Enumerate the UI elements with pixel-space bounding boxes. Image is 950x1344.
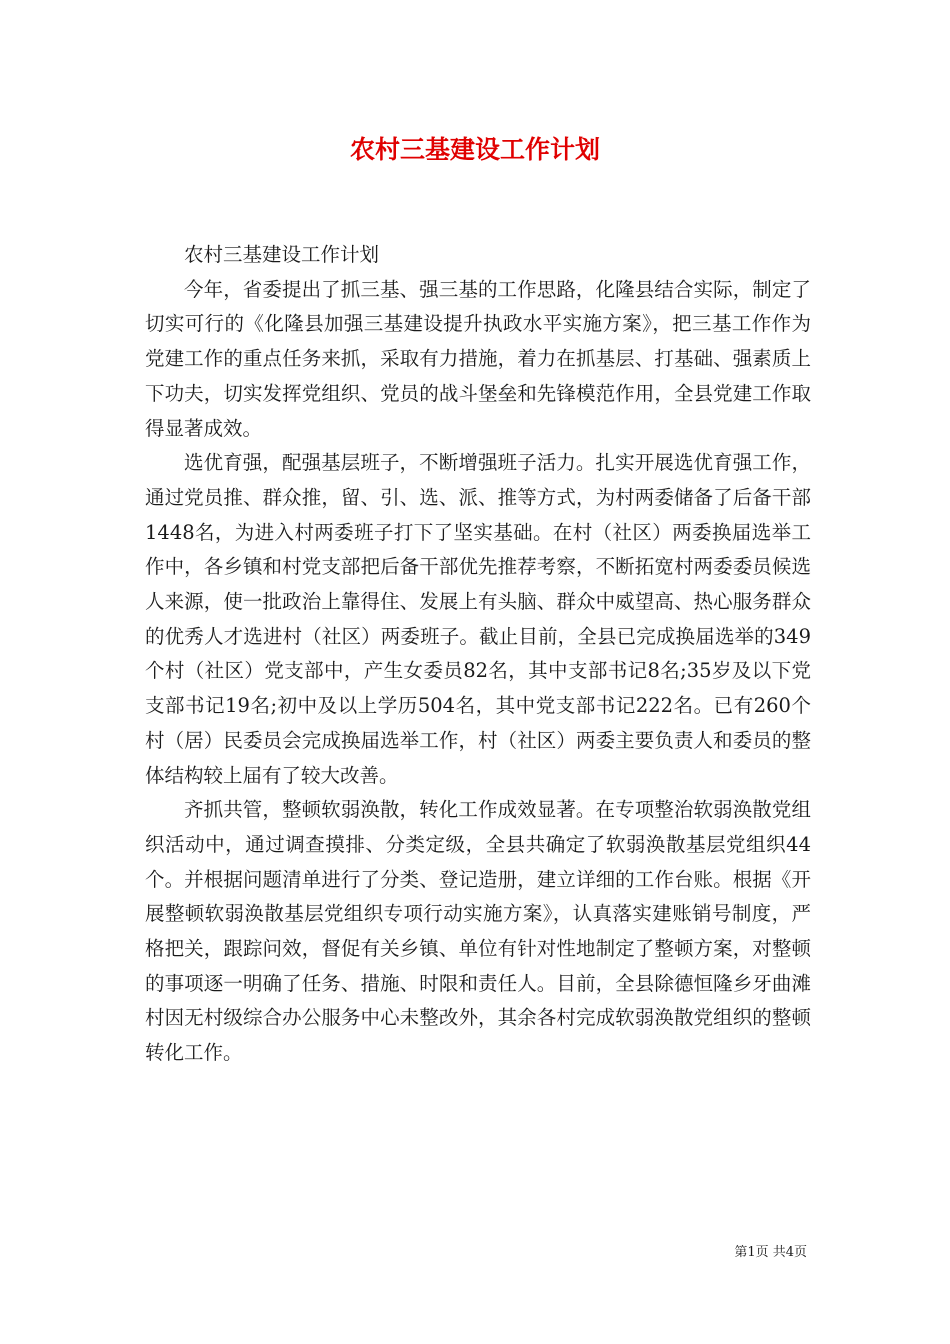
paragraph: 今年，省委提出了抓三基、强三基的工作思路，化隆县结合实际，制定了切实可行的《化隆县加强三基建设提升执政水平实施方案》，把三基工作作为党建工作的重点任务来抓，采取有力措施，着力在抓基层、打基础、强素质上下功夫，切实发挥党组织、党员的战斗堡垒和先锋模范作用，全县党建工作取得显著成效。	[145, 277, 811, 440]
document-title: 农村三基建设工作计划	[349, 135, 600, 164]
page-number-footer: 第1页 共4页	[734, 1245, 807, 1260]
paragraph: 选优育强，配强基层班子，不断增强班子活力。扎实开展选优育强工作，通过党员推、群众推，留、引、选、派、推等方式，为村两委储备了后备干部1448名，为进入村两委班子打下了坚实基础。在村（社区）两委换届选举工作中，各乡镇和村党支部把后备干部优先推荐考察，不断拓宽村两委委员候选人来源，使一批政治上靠得住、发展上有头脑、群众中威望高、热心服务群众的优秀人才选进村（社区）两委班子。截止目前，全县已完成换届选举的349个村（社区）党支部中，产生女委员82名，其中支部书记8名;35岁及以下党支部书记19名;初中及以上学历504名，其中党支部书记222名。已有260个村（居）民委员会完成换届选举工作，村（社区）两委主要负责人和委员的整体结构较上届有了较大改善。	[145, 451, 811, 787]
document-body	[145, 238, 811, 1071]
paragraph-heading: 农村三基建设工作计划	[184, 243, 380, 266]
paragraph: 齐抓共管，整顿软弱涣散，转化工作成效显著。在专项整治软弱涣散党组织活动中，通过调查摸排、分类定级，全县共确定了软弱涣散基层党组织44个。并根据问题清单进行了分类、登记造册，建立详细的工作台账。根据《开展整顿软弱涣散基层党组织专项行动实施方案》，认真落实建账销号制度，严格把关，跟踪问效，督促有关乡镇、单位有针对性地制定了整顿方案，对整顿的事项逐一明确了任务、措施、时限和责任人。目前，全县除德恒隆乡牙曲滩村因无村级综合办公服务中心未整改外，其余各村完成软弱涣散党组织的整顿转化工作。	[145, 798, 811, 1065]
